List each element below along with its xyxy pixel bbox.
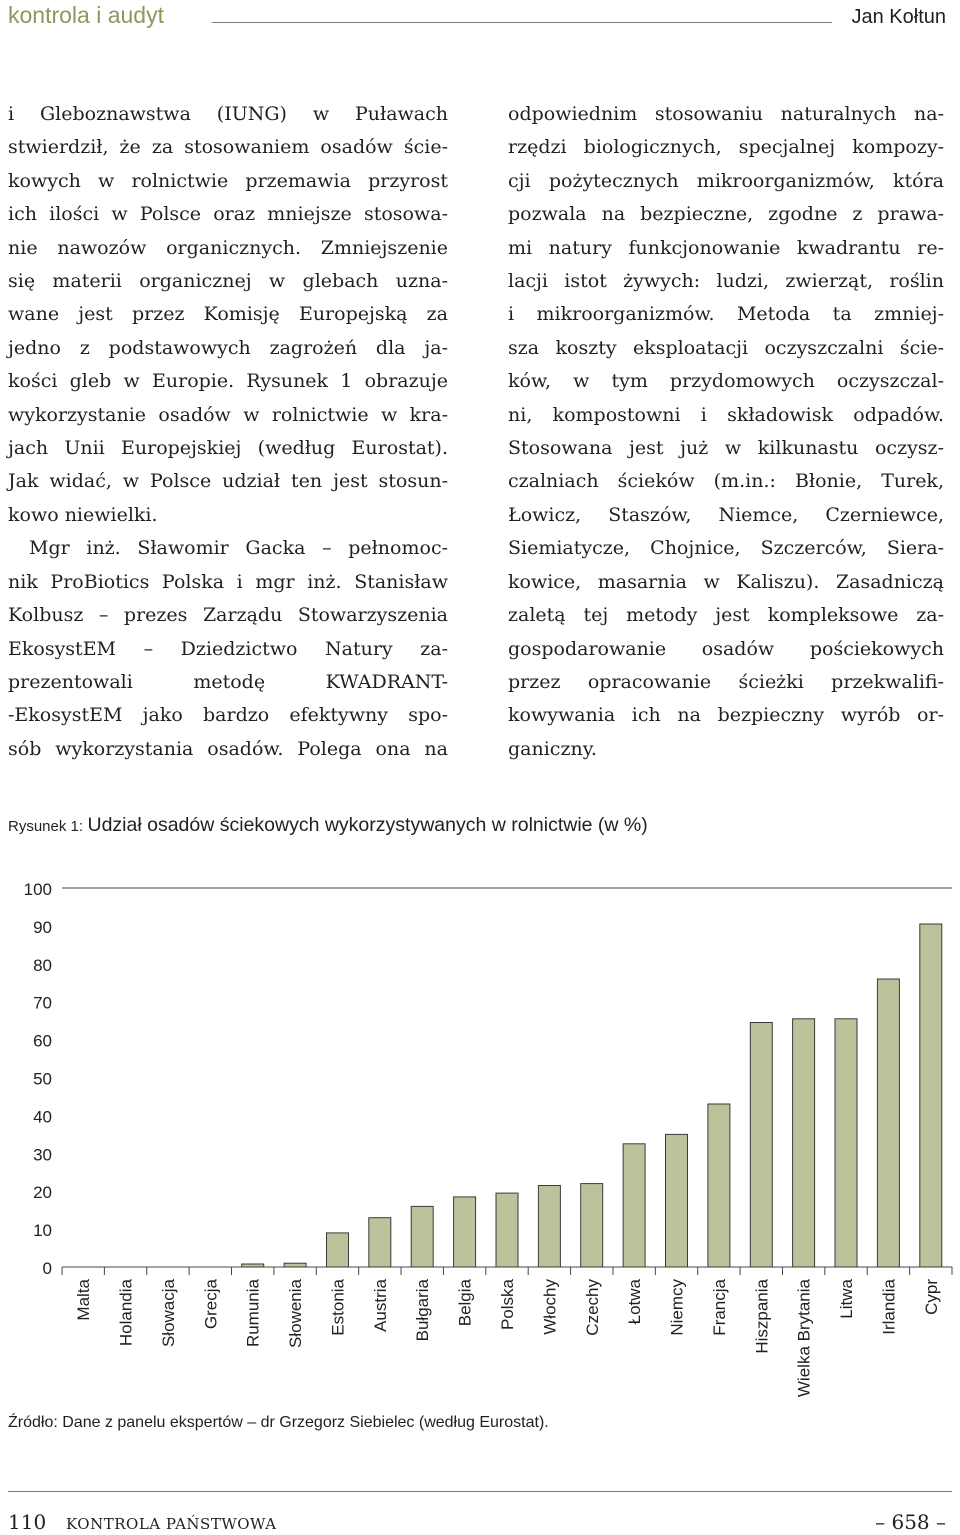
x-tick-label: Irlandia [879,1279,899,1335]
bar [327,1233,349,1267]
bar [284,1263,306,1267]
y-tick-label: 10 [33,1221,52,1241]
text-column-left [8,98,448,766]
paragraph-left [8,98,448,766]
text-line: przez opracowanie ścieżki przekwalifi- [508,670,944,693]
x-tick-label: Cypr [921,1279,941,1315]
bar [793,1019,815,1267]
text-line: nik ProBiotics Polska i mgr inż. Stanisław [8,570,448,593]
bar-chart [0,870,960,1410]
text-line: się materii organicznej w glebach uzna- [8,270,448,293]
bar [242,1264,264,1267]
bar [877,979,899,1267]
text-line: Kolbusz – prezes Zarządu Stowarzyszenia [8,604,448,627]
text-line: sób wykorzystania osadów. Polega ona na [8,737,448,760]
text-line: prezentowali metodę KWADRANT- [8,670,448,693]
text-line: i mikroorganizmów. Metoda ta zmniej- [508,303,944,326]
y-tick-label: 70 [33,993,52,1013]
y-tick-label: 0 [42,1259,52,1278]
text-line: Siemiatycze, Chojnice, Szczerców, Siera- [508,537,944,560]
x-tick-label: Rumunia [243,1279,263,1348]
x-axis-labels [62,1267,952,1397]
bar [920,924,942,1267]
figure-label: Rysunek 1: [8,818,84,835]
text-line: Mgr inż. Sławomir Gacka – pełnomoc- [29,537,448,560]
text-line: kowo niewielki. [8,503,158,526]
text-line: Jak widać, w Polsce udział ten jest stosun- [8,470,448,493]
text-line: rzędzi biologicznych, specjalnej kompozy- [508,136,944,159]
x-tick-label: Belgia [455,1279,475,1327]
x-tick-label: Niemcy [667,1279,687,1336]
text-line: ganiczny. [508,737,597,760]
bar [666,1134,688,1267]
x-tick-label: Malta [74,1279,94,1321]
bar [538,1186,560,1268]
y-tick-label: 80 [33,955,52,975]
footer-rule [8,1491,952,1492]
x-tick-label: Polska [498,1279,517,1331]
header-rule [212,22,832,23]
x-tick-label: Czechy [582,1279,602,1336]
bar [623,1144,645,1267]
bar [708,1104,730,1267]
page-number: 110 [8,1510,47,1534]
figure-source: Źródło: Dane z panelu ekspertów – dr Grzegorz Siebielec (według Eurostat). [8,1414,549,1431]
text-line: kowywania ich na bezpieczny wyrób or- [508,704,944,727]
y-tick-label: 20 [33,1183,52,1203]
article-author: Jan Kołtun [851,6,946,28]
chart-title: Udział osadów ściekowych wykorzystywanych w rolnictwie (w %) [87,814,648,836]
text-line: kowice, masarnia w Kaliszu). Zasadniczą [508,570,944,593]
x-tick-label: Włochy [540,1279,560,1335]
issue-number: – 658 – [875,1510,946,1534]
x-tick-label: Estonia [328,1279,348,1336]
text-line: jedno z podstawowych zagrożeń dla ja- [8,336,448,359]
text-line: sza koszty eksploatacji oczyszczalni ście- [508,336,944,359]
x-tick-label: Bułgaria [413,1279,433,1342]
bar [454,1197,476,1267]
text-line: zaletą tej metody jest kompleksowe za- [508,604,944,627]
text-line: kowych w rolnictwie przemawia przyrost [8,169,448,192]
text-line: pozwala na bezpieczne, zgodne z prawa- [508,203,944,226]
text-line: odpowiednim stosowaniu naturalnych na- [508,103,944,125]
paragraph-right [508,98,944,766]
text-line: EkosystEM – Dziedzictwo Natury za- [8,637,448,660]
magazine-name: KONTROLA PAŃSTWOWA [66,1515,277,1533]
bar [369,1218,391,1267]
text-line: ków, w tym przydomowych oczyszczal- [508,370,944,393]
y-tick-label: 60 [33,1031,52,1051]
x-tick-label: Słowacja [159,1279,178,1348]
x-tick-label: Holandia [116,1279,136,1347]
bar [835,1019,857,1267]
bar [581,1184,603,1267]
y-tick-label: 40 [33,1107,52,1127]
text-line: jach Unii Europejskiej (według Eurostat). [8,437,448,460]
text-line: wykorzystanie osadów w rolnictwie w kra- [8,403,448,426]
text-column-right [508,98,944,766]
text-line: wane jest przez Komisję Europejską za [8,303,448,326]
bar [750,1023,772,1268]
y-tick-label: 100 [23,880,52,899]
text-line: Łowicz, Staszów, Niemce, Czerniewce, [508,503,944,526]
text-line: i Gleboznawstwa (IUNG) w Puławach [8,103,448,125]
x-tick-label: Wielka Brytania [794,1279,814,1398]
text-line: ich ilości w Polsce oraz mniejsze stosowa- [8,203,448,226]
x-tick-label: Austria [370,1279,390,1332]
x-tick-label: Francja [709,1279,729,1336]
text-line: mi natury funkcjonowanie kwadrantu re- [508,236,944,259]
bar [411,1206,433,1267]
x-tick-label: Hiszpania [752,1279,772,1354]
text-line: cji pożytecznych mikroorganizmów, która [508,169,944,192]
text-line: lacji istot żywych: ludzi, zwierząt, roślin [508,270,944,293]
figure-caption [8,814,648,837]
x-tick-label: Słowenia [286,1279,306,1348]
text-line: ni, kompostowni i składowisk odpadów. [508,403,944,426]
y-tick-label: 90 [33,917,52,937]
bar [496,1193,518,1267]
text-line: czalniach ścieków (m.in.: Błonie, Turek, [508,470,944,493]
x-tick-label: Grecja [201,1279,221,1330]
text-line: gospodarowanie osadów pościekowych [508,637,944,660]
y-tick-label: 30 [33,1145,52,1165]
text-line: Stosowana jest już w kilkunastu oczysz- [508,437,944,460]
x-tick-label: Łotwa [625,1279,645,1325]
text-line: -EkosystEM jako bardzo efektywny spo- [8,704,448,727]
y-tick-label: 50 [33,1069,52,1089]
x-tick-label: Litwa [837,1279,856,1319]
text-line: stwierdził, że za stosowaniem osadów ście- [8,136,448,159]
text-line: nie nawozów organicznych. Zmniejszenie [8,236,448,259]
section-title: kontrola i audyt [8,2,164,28]
bar-series [242,924,942,1267]
text-line: kości gleb w Europie. Rysunek 1 obrazuje [8,370,448,393]
